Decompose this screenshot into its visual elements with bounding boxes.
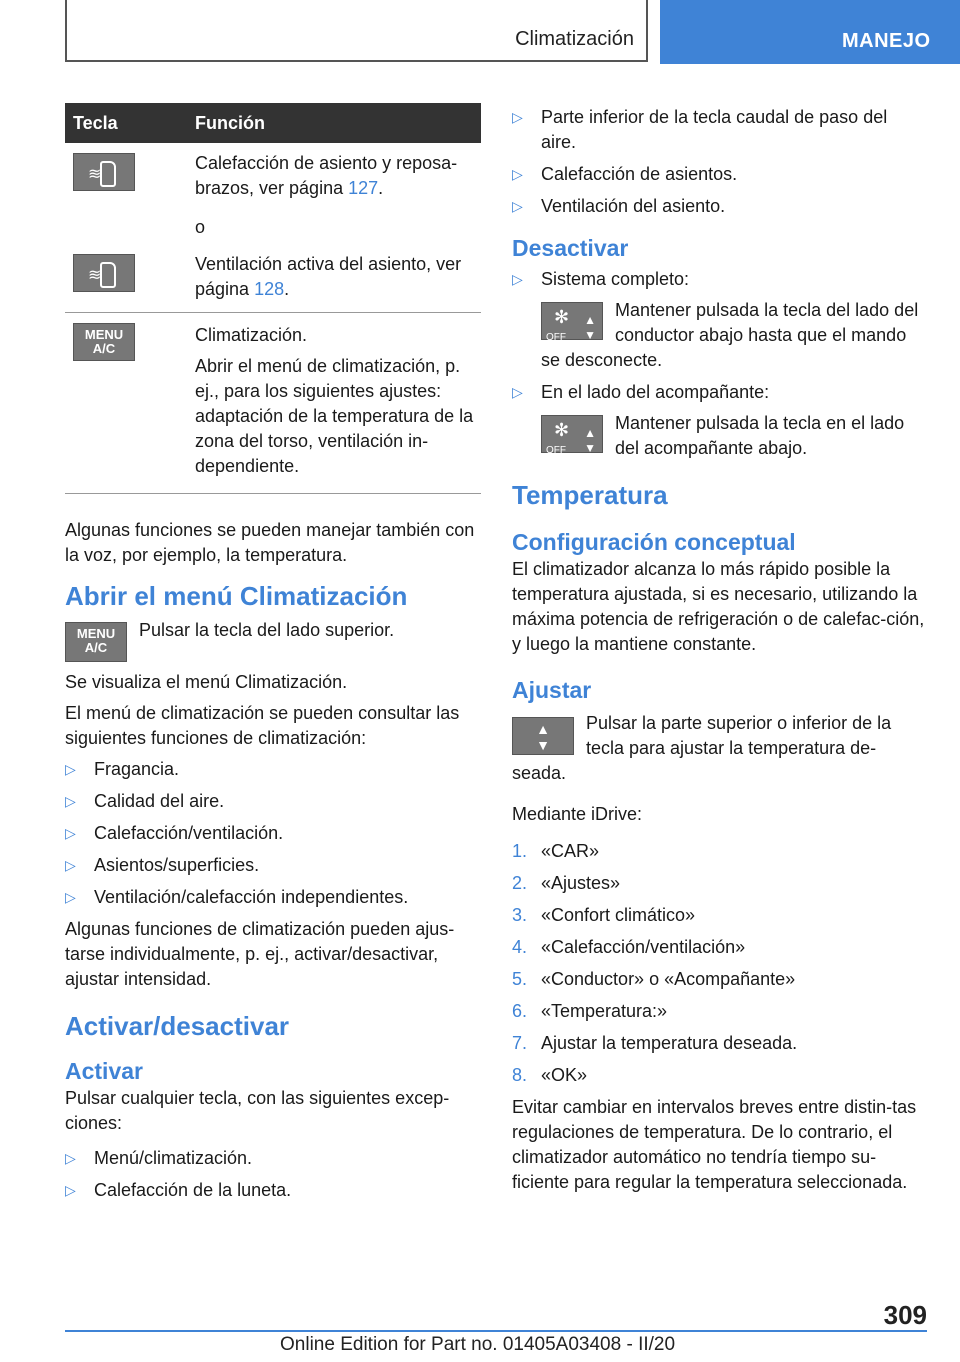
row-text-end: .	[378, 178, 384, 198]
list-item: ▷ Fragancia.	[65, 759, 180, 779]
list-item-text: Menú/climatización.	[94, 1148, 253, 1168]
fan-off-key-icon: ✻ OFF ▲ ▼	[541, 415, 603, 453]
visual-paragraph: Se visualiza el menú Climatización.	[65, 672, 348, 692]
adjust-instruction: Pulsar la parte superior o inferior de la tecla para ajustar la temperatura de-seada.	[512, 713, 892, 783]
list-item: 4. «Calefacción/ventilación»	[512, 937, 746, 957]
header-section-title: Climatización	[515, 28, 634, 50]
temperature-up-down-key-icon: ▲ ▼	[512, 717, 574, 755]
list-item-text: Ventilación del asiento.	[541, 196, 726, 216]
adjust-paragraph: Algunas funciones de climatización pueden ajus-tarse individualmente, p. ej., activar/desactivar, ajustar intensidad.	[65, 919, 455, 989]
page-number: 309	[883, 1300, 927, 1330]
step-text: «OK»	[541, 1065, 588, 1085]
list-item: ▷ Asientos/superficies.	[65, 855, 260, 875]
heading-activate: Activar	[65, 1058, 143, 1084]
table-header-function: Función	[195, 103, 481, 143]
step-text: «Conductor» o «Acompañante»	[541, 969, 796, 989]
step-text: «Temperatura:»	[541, 1001, 668, 1021]
intro-paragraph: Algunas funciones se pueden manejar también con la voz, por ejemplo, la temperatura.	[65, 520, 475, 565]
heading-deactivate: Desactivar	[512, 235, 629, 261]
heading-adjust: Ajustar	[512, 677, 592, 703]
concept-paragraph: El climatizador alcanza lo más rápido posible la temperatura ajustada, si es necesario, utilizando la máxima potencia de refrigeración o de calefac-ción, y luego la mantiene constante.	[512, 559, 925, 654]
list-item-text: Calidad del aire.	[94, 791, 225, 811]
list-item: ▷ Ventilación/calefacción independientes.	[65, 887, 409, 907]
heading-activate-deactivate: Activar/desactivar	[65, 1011, 290, 1041]
list-item-text: Parte inferior de la tecla caudal de paso del aire.	[541, 107, 888, 152]
page-link-128[interactable]: 128	[254, 279, 285, 299]
activate-paragraph: Pulsar cualquier tecla, con las siguientes excep-ciones:	[65, 1088, 450, 1133]
heading-concept: Configuración conceptual	[512, 529, 796, 555]
key-label: OFF	[546, 445, 566, 456]
list-item-text: Calefacción/ventilación.	[94, 823, 284, 843]
menu-function-list	[65, 757, 481, 910]
idrive-steps	[512, 839, 927, 1088]
left-column	[65, 103, 481, 1210]
table-row	[65, 240, 481, 313]
menu-ac-key-icon	[73, 323, 135, 361]
list-item-text: En el lado del acompañante:	[541, 382, 770, 402]
table-row	[65, 201, 481, 240]
list-item-text: Calefacción de la luneta.	[94, 1180, 292, 1200]
header-tab-manejo[interactable]: MANEJO	[660, 0, 960, 64]
exception-list-continued	[512, 105, 927, 219]
list-item: 3. «Confort climático»	[512, 905, 696, 925]
right-column	[512, 103, 927, 1201]
heading-temperature: Temperatura	[512, 480, 668, 510]
list-item-detail: Mantener pulsada la tecla en el lado del acompañante abajo.	[615, 413, 905, 458]
step-text: «CAR»	[541, 841, 600, 861]
list-item-text: Asientos/superficies.	[94, 855, 260, 875]
key-function-table	[65, 103, 481, 494]
list-item: ▷ Calefacción de asientos.	[512, 164, 738, 184]
row-text-end: .	[284, 279, 290, 299]
table-row	[65, 313, 481, 494]
menu-paragraph: El menú de climatización se pueden consultar las siguientes funciones de climatización:	[65, 703, 460, 748]
footer-edition: Online Edition for Part no. 01405A03408 - II/20	[280, 1334, 676, 1355]
key-label: MENU	[76, 626, 116, 641]
list-item: 5. «Conductor» o «Acompañante»	[512, 969, 796, 989]
list-item-text: Calefacción de asientos.	[541, 164, 738, 184]
final-paragraph: Evitar cambiar en intervalos breves entre distin-tas regulaciones de temperatura. De lo contrario, el climatizador automático no tendría tiempo su-ficiente para regular la temperatura seleccionada.	[512, 1097, 917, 1192]
header-box	[65, 0, 648, 62]
list-item: 8. «OK»	[512, 1065, 588, 1085]
list-item: 6. «Temperatura:»	[512, 1001, 668, 1021]
table-header-key: Tecla	[65, 103, 195, 143]
list-item-text: Sistema completo:	[541, 269, 690, 289]
key-label: A/C	[84, 640, 108, 655]
list-item: ▷ Calefacción de la luneta.	[65, 1180, 292, 1200]
row-text-or: o	[195, 217, 206, 237]
heading-open-menu: Abrir el menú Climatización	[65, 581, 408, 611]
list-item: ▷ Calefacción/ventilación.	[65, 823, 284, 843]
key-label: OFF	[546, 332, 566, 343]
list-item-detail: Mantener pulsada la tecla del lado del conductor abajo hasta que el mando se desconecte.	[541, 300, 919, 370]
exception-list	[65, 1146, 481, 1203]
list-item-text: Fragancia.	[94, 759, 180, 779]
list-item: ▷ Sistema completo: ✻ OFF ▲ ▼ Mantener pulsada la tecla del lado del conductor abajo hasta que el mando se desconecte.	[512, 269, 919, 370]
row-text: Climatización.	[195, 325, 308, 345]
list-item: ▷ En el lado del acompañante: ✻ OFF ▲ ▼ Mantener pulsada la tecla en el lado del acompañante abajo.	[512, 380, 927, 461]
step-text: «Calefacción/ventilación»	[541, 937, 746, 957]
list-item: ▷ Menú/climatización.	[65, 1148, 253, 1168]
row-text: Abrir el menú de climatización, p. ej., para los siguientes ajustes: adaptación de la temperatura de la zona del torso, ventilación in-dependiente.	[195, 356, 474, 476]
open-instruction: Pulsar la tecla del lado superior.	[139, 620, 395, 640]
step-text: Ajustar la temperatura deseada.	[541, 1033, 798, 1053]
step-text: «Confort climático»	[541, 905, 696, 925]
table-row	[65, 143, 481, 201]
list-item-text: Ventilación/calefacción independientes.	[94, 887, 409, 907]
row-text: Ventilación activa del asiento, ver página	[195, 254, 462, 299]
list-item: 2. «Ajustes»	[512, 873, 621, 893]
key-label: MENU	[84, 327, 124, 342]
footer-divider	[65, 1330, 927, 1332]
menu-ac-key-icon	[65, 622, 127, 662]
list-item: 1. «CAR»	[512, 841, 600, 861]
step-text: «Ajustes»	[541, 873, 621, 893]
idrive-paragraph: Mediante iDrive:	[512, 804, 643, 824]
fan-off-key-icon: ✻ OFF ▲ ▼	[541, 302, 603, 340]
seat-heating-key-icon	[73, 153, 135, 191]
list-item: ▷ Calidad del aire.	[65, 791, 225, 811]
row-text: Calefacción de asiento y reposa-brazos, ver página	[195, 153, 458, 198]
page-link-127[interactable]: 127	[348, 178, 379, 198]
deactivate-list	[512, 267, 927, 461]
seat-ventilation-key-icon	[73, 254, 135, 292]
list-item: ▷ Parte inferior de la tecla caudal de paso del aire.	[512, 107, 888, 152]
key-label: A/C	[92, 341, 116, 356]
list-item: 7. Ajustar la temperatura deseada.	[512, 1033, 798, 1053]
list-item: ▷ Ventilación del asiento.	[512, 196, 726, 216]
